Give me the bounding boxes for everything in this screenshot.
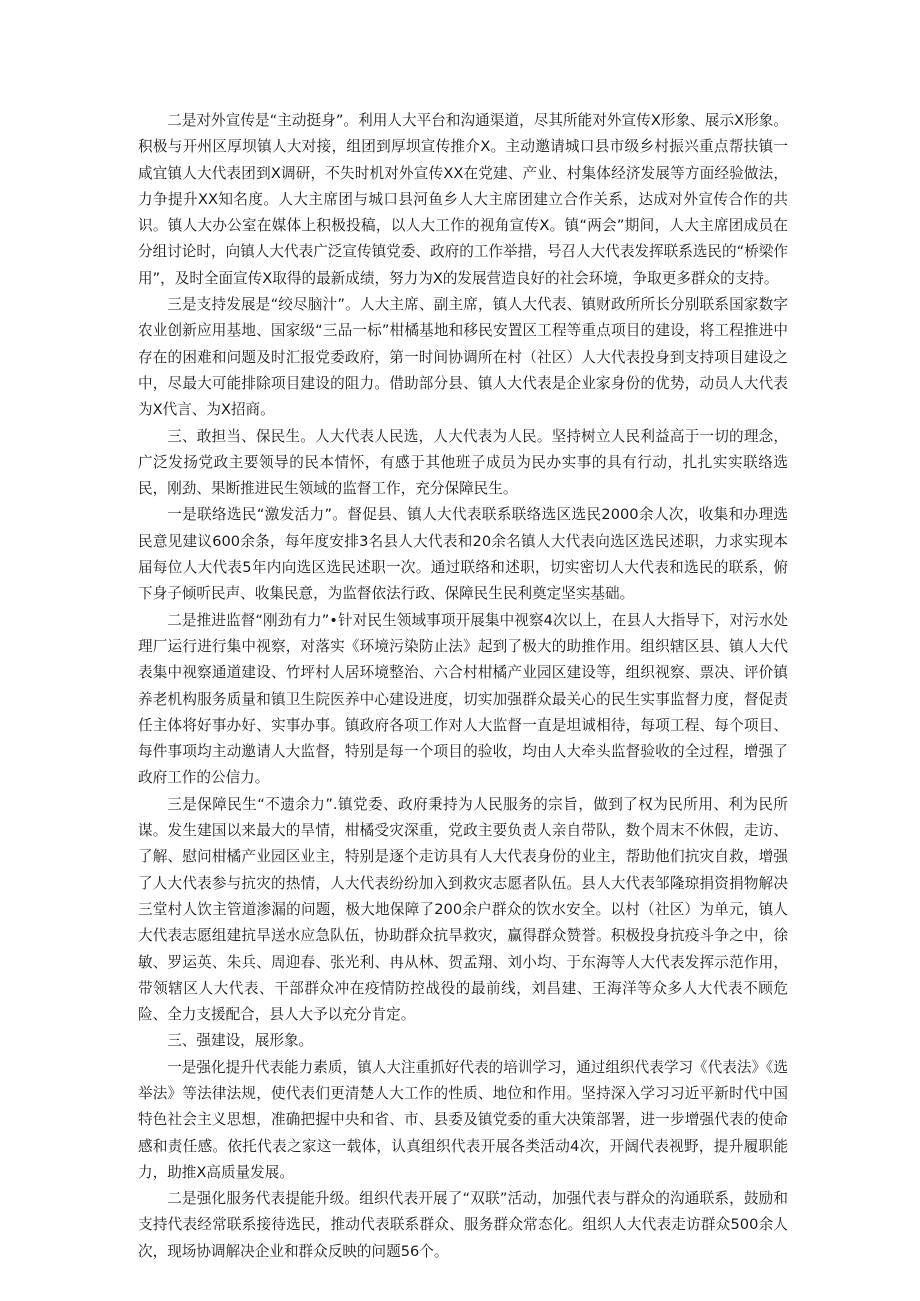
paragraph-section-livelihood: 三、敢担当、保民生。人大代表人民选，人大代表为人民。坚持树立人民利益高于一切的理念，广泛发扬党政主要领导的民本情怀，有感于其他班子成员为民办实事的具有行动，扎扎实实联络选民，刚劲、果断推进民生领域的监督工作，充分保障民生。 [138, 427, 788, 498]
paragraph-contact-voters: 一是联络选民“激发活力”。督促县、镇人大代表联系联络选区选民2000余人次，收集和办理选民意见建议600余条，每年度安排3名县人大代表和20余名镇人大代表向选区选民述职，力求实现本届每位人大代表5年内向选区选民述职一次。通过联络和述职，切实密切人大代表和选民的联系，俯下身子倾听民声、收集民意，为监督依法行政、保障民生民利奠定坚实基础。 [138, 506, 788, 603]
document-body [138, 108, 788, 1265]
paragraph-external-publicity: 二是对外宣传是“主动挺身”。利用人大平台和沟通渠道，尽其所能对外宣传X形象、展示X形象。积极与开州区厚坝镇人大对接，组团到厚坝宣传推介X。主动邀请城口县市级乡村振兴重点帮扶镇一咸宜镇人大代表团到X调研，不失时机对外宣传XX在党建、产业、村集体经济发展等方面经验做法，力争提升XX知名度。人大主席团与城口县河鱼乡人大主席团建立合作关系，达成对外宣传合作的共识。镇人大办公室在媒体上积极投稿，以人大工作的视角宣传X。镇“两会”期间，人大主席团成员在分组讨论时，向镇人大代表广泛宣传镇党委、政府的工作举措，号召人大代表发挥联系选民的“桥梁作用”，及时全面宣传X取得的最新成绩，努力为X的发展营造良好的社会环境，争取更多群众的支持。 [138, 112, 788, 287]
paragraph-deputy-capacity: 一是强化提升代表能力素质，镇人大注重抓好代表的培训学习，通过组织代表学习《代表法》《选举法》等法律法规，使代表们更清楚人大工作的性质、地位和作用。坚持深入学习习近平新时代中国特色社会主义思想，准确把握中央和省、市、县委及镇党委的重大决策部署，进一步增强代表的使命感和责任感。依托代表之家这一载体，认真组织代表开展各类活动4次，开阔代表视野，提升履职能力，助推X高质量发展。 [138, 1058, 788, 1181]
paragraph-protect-livelihood: 三是保障民生“不遗余力”.镇党委、政府秉持为人民服务的宗旨，做到了权为民所用、利为民所谋。发生建国以来最大的旱情，柑橘受灾深重，党政主要负责人亲自带队，数个周末不休假，走访、了解、慰问柑橘产业园区业主，特别是逐个走访具有人大代表身份的业主，帮助他们抗灾自救，增强了人大代表参与抗灾的热情，人大代表纷纷加入到救灾志愿者队伍。县人大代表邹隆琼捐资捐物解决三堂村人饮主管道渗漏的问题，极大地保障了200余户群众的饮水安全。以村（社区）为单元，镇人大代表志愿组建抗旱送水应急队伍，协助群众抗旱救灾，赢得群众赞誉。积极投身抗疫斗争之中，徐敏、罗运英、朱兵、周迎春、张光利、冉从林、贺孟翔、刘小均、于东海等人大代表发挥示范作用，带领辖区人大代表、干部群众冲在疫情防控战役的最前线，刘昌建、王海洋等众多人大代表不顾危险、全力支援配合，县人大予以充分肯定。 [138, 795, 788, 1024]
paragraph-service-upgrade: 二是强化服务代表提能升级。组织代表开展了“双联”活动，加强代表与群众的沟通联系，鼓励和支持代表经常联系接待选民，推动代表联系群众、服务群众常态化。组织人大代表走访群众500余人次，现场协调解决企业和群众反映的问题56个。 [138, 1190, 788, 1260]
paragraph-supervision: 二是推进监督“刚劲有力”•针对民生领域事项开展集中视察4次以上，在县人大指导下，对污水处理厂运行进行集中视察，对落实《环境污染防止法》起到了极大的助推作用。组织辖区县、镇人大代表集中视察通道建设、竹坪村人居环境整治、六合村柑橘产业园区建设等，组织视察、票决、评价镇养老机构服务质量和镇卫生院医养中心建设进度，切实加强群众最关心的民生实事监督力度，督促责任主体将好事办好、实事办事。镇政府各项工作对人大监督一直是坦诚相待，每项工程、每个项目、每件事项均主动邀请人大监督，特别是每一个项目的验收，均由人大牵头监督验收的全过程，增强了政府工作的公信力。 [138, 611, 788, 787]
paragraph-support-development: 三是支持发展是“绞尽脑汁”。人大主席、副主席，镇人大代表、镇财政所所长分别联系国家数字农业创新应用基地、国家级“三品一标”柑橘基地和移民安置区工程等重点项目的建设，将工程推进中存在的困难和问题及时汇报党委政府，第一时间协调所在村（社区）人大代表投身到支持项目建设之中，尽最大可能排除项目建设的阻力。借助部分县、镇人大代表是企业家身份的优势，动员人大代表为X代言、为X招商。 [138, 296, 788, 419]
section-heading-build-image: 三、强建设，展形象。 [167, 1032, 314, 1050]
